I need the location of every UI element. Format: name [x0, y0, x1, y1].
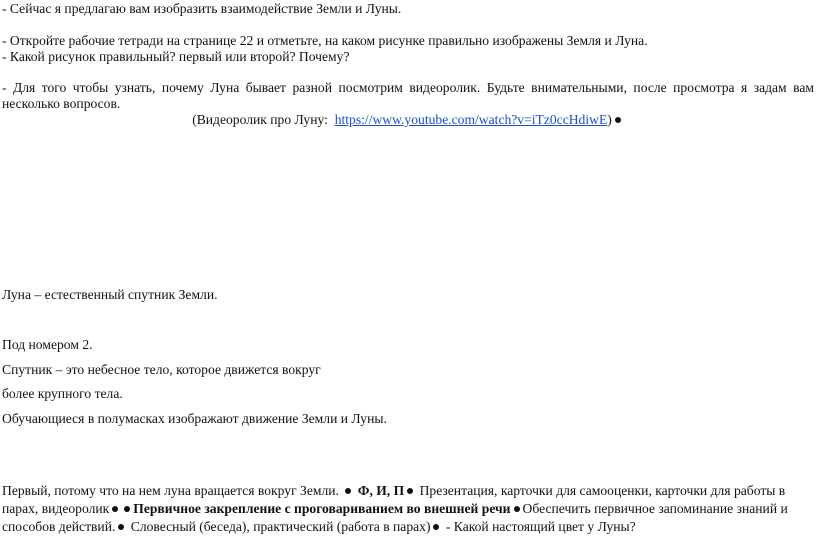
intro-line-1: - Сейчас я предлагаю вам изобразить взаимодействие Земли и Луны. [2, 1, 402, 16]
answer-satellite-def-2: более крупного тела. [2, 386, 123, 401]
bullet-icon [124, 506, 130, 512]
intro-line-4: - Для того чтобы узнать, почему Луна бывает разной посмотрим видеоролик. Будьте внимательными, после просмотра я задам вам несколько вопросов. [2, 80, 814, 111]
moon-color-question: - Какой настоящий цвет у Луны? [445, 519, 636, 534]
answer-moon-satellite: Луна – естественный спутник Земли. [2, 287, 218, 302]
answer-masks: Обучающиеся в полумасках изображают движение Земли и Луны. [2, 411, 387, 426]
intro-line-2: - Откройте рабочие тетради на странице 22 и отметьте, на каком рисунке правильно изображены Земля и Луна. [2, 33, 648, 48]
stage-goal: Обеспечить первичное запоминание знаний и способов действий. [2, 501, 788, 534]
answer-number-two: Под номером 2. [2, 337, 93, 352]
bullet-icon [514, 506, 520, 512]
first-answer: Первый, потому что на нем луна вращается вокруг Земли. [2, 483, 339, 498]
video-suffix: ) [607, 112, 612, 127]
video-link[interactable]: https://www.youtube.com/watch?v=iTz0ccHdiwE [334, 112, 608, 127]
materials: Презентация, карточки для самооценки, карточки для работы в парах, видеоролик [2, 483, 786, 516]
bullet-icon [118, 524, 124, 530]
bullet-icon [112, 506, 118, 512]
answer-satellite-def-1: Спутник – это небесное тело, которое движется вокруг [2, 362, 321, 377]
bullet-icon [345, 488, 351, 494]
stage-name: Первичное закрепление с проговариванием во внешней речи [133, 501, 511, 516]
methods: Словесный (беседа), практический (работа в парах) [130, 519, 431, 534]
video-line [0, 111, 816, 128]
lesson-table-text [2, 482, 814, 536]
bullet-icon [433, 524, 439, 530]
intro-line-3: - Какой рисунок правильный? первый или второй? Почему? [2, 49, 350, 64]
bullet-icon [407, 488, 413, 494]
work-forms: Ф, И, П [357, 483, 405, 498]
video-prefix: (Видеоролик про Луну: [192, 112, 328, 127]
bullet-icon [615, 117, 621, 123]
